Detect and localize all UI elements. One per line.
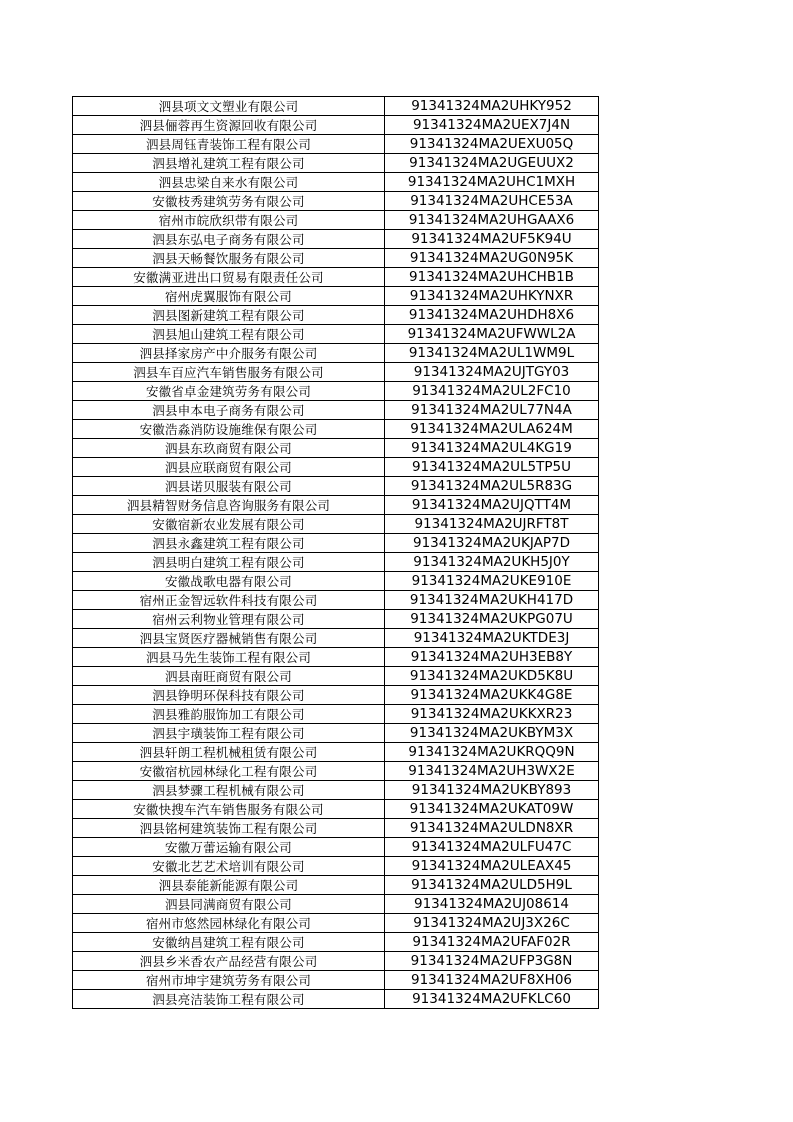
table-row: [73, 990, 599, 1009]
company-name-cell: 泗县申本电子商务有限公司: [73, 401, 385, 420]
credit-code-cell: 91341324MA2UKAT09W: [385, 800, 599, 819]
table-row: [73, 895, 599, 914]
credit-code-cell: 91341324MA2ULA624M: [385, 420, 599, 439]
company-name-cell: 泗县明白建筑工程有限公司: [73, 553, 385, 572]
credit-code-cell: 91341324MA2UKH5J0Y: [385, 553, 599, 572]
company-name-cell: 宿州市坤宇建筑劳务有限公司: [73, 971, 385, 990]
table-row: [73, 420, 599, 439]
table-row: [73, 268, 599, 287]
table-row: [73, 952, 599, 971]
table-row: [73, 192, 599, 211]
credit-code-cell: 91341324MA2UL4KG19: [385, 439, 599, 458]
company-name-cell: 宿州虎翼服饰有限公司: [73, 287, 385, 306]
company-name-cell: 泗县泰能新能源有限公司: [73, 876, 385, 895]
company-name-cell: 泗县车百应汽车销售服务有限公司: [73, 363, 385, 382]
credit-code-cell: 91341324MA2UHDH8X6: [385, 306, 599, 325]
credit-code-cell: 91341324MA2UKKXR23: [385, 705, 599, 724]
table-row: [73, 838, 599, 857]
company-name-cell: 安徽满亚进出口贸易有限责任公司: [73, 268, 385, 287]
credit-code-cell: 91341324MA2UHGAAX6: [385, 211, 599, 230]
table-row: [73, 363, 599, 382]
table-row: [73, 933, 599, 952]
company-name-cell: 宿州市悠然园林绿化有限公司: [73, 914, 385, 933]
credit-code-cell: 91341324MA2UL5R83G: [385, 477, 599, 496]
company-name-cell: 安徽战歌电器有限公司: [73, 572, 385, 591]
table-row: [73, 344, 599, 363]
table-row: [73, 591, 599, 610]
company-name-cell: 泗县亮洁装饰工程有限公司: [73, 990, 385, 1009]
table-row: [73, 857, 599, 876]
company-name-cell: 泗县项文文塑业有限公司: [73, 97, 385, 116]
credit-code-cell: 91341324MA2UEX7J4N: [385, 116, 599, 135]
credit-code-cell: 91341324MA2UKPG07U: [385, 610, 599, 629]
credit-code-cell: 91341324MA2UG0N95K: [385, 249, 599, 268]
table-row: [73, 135, 599, 154]
company-name-cell: 安徽万蕾运输有限公司: [73, 838, 385, 857]
table-row: [73, 705, 599, 724]
table-row: [73, 97, 599, 116]
credit-code-cell: 91341324MA2UJQTT4M: [385, 496, 599, 515]
company-name-cell: 安徽宿新农业发展有限公司: [73, 515, 385, 534]
credit-code-cell: 91341324MA2UHKYNXR: [385, 287, 599, 306]
table-row: [73, 325, 599, 344]
table-row: [73, 971, 599, 990]
company-name-cell: 泗县精智财务信息咨询服务有限公司: [73, 496, 385, 515]
credit-code-cell: 91341324MA2UKTDE3J: [385, 629, 599, 648]
table-row: [73, 876, 599, 895]
table-row: [73, 249, 599, 268]
credit-code-cell: 91341324MA2UFP3G8N: [385, 952, 599, 971]
company-name-cell: 安徽纳昌建筑工程有限公司: [73, 933, 385, 952]
credit-code-cell: 91341324MA2UL2FC10: [385, 382, 599, 401]
credit-code-cell: 91341324MA2UKJAP7D: [385, 534, 599, 553]
table-row: [73, 914, 599, 933]
credit-code-cell: 91341324MA2UF8XH06: [385, 971, 599, 990]
credit-code-cell: 91341324MA2UKE910E: [385, 572, 599, 591]
company-name-cell: 泗县轩朗工程机械租赁有限公司: [73, 743, 385, 762]
company-name-cell: 安徽枝秀建筑劳务有限公司: [73, 192, 385, 211]
credit-code-cell: 91341324MA2UL5TP5U: [385, 458, 599, 477]
table-row: [73, 686, 599, 705]
table-row: [73, 458, 599, 477]
company-name-cell: 泗县雅韵服饰加工有限公司: [73, 705, 385, 724]
table-row: [73, 743, 599, 762]
table-row: [73, 572, 599, 591]
table-row: [73, 439, 599, 458]
company-name-cell: 安徽快搜车汽车销售服务有限公司: [73, 800, 385, 819]
company-name-cell: 泗县东弘电子商务有限公司: [73, 230, 385, 249]
company-name-cell: 泗县铮明环保科技有限公司: [73, 686, 385, 705]
table-row: [73, 230, 599, 249]
credit-code-cell: 91341324MA2ULEAX45: [385, 857, 599, 876]
company-name-cell: 泗县铭柯建筑装饰工程有限公司: [73, 819, 385, 838]
company-name-cell: 宿州市皖欣织带有限公司: [73, 211, 385, 230]
company-name-cell: 泗县梦骤工程机械有限公司: [73, 781, 385, 800]
table-row: [73, 173, 599, 192]
credit-code-cell: 91341324MA2UL1WM9L: [385, 344, 599, 363]
table-row: [73, 553, 599, 572]
credit-code-cell: 91341324MA2UEXU05Q: [385, 135, 599, 154]
credit-code-cell: 91341324MA2UJTGY03: [385, 363, 599, 382]
table-row: [73, 667, 599, 686]
company-name-cell: 泗县诺贝服装有限公司: [73, 477, 385, 496]
credit-code-cell: 91341324MA2UHCHB1B: [385, 268, 599, 287]
credit-code-cell: 91341324MA2UFKLC60: [385, 990, 599, 1009]
table-row: [73, 629, 599, 648]
company-name-cell: 安徽北艺艺术培训有限公司: [73, 857, 385, 876]
company-name-cell: 安徽宿杭园林绿化工程有限公司: [73, 762, 385, 781]
company-name-cell: 泗县乡米香农产品经营有限公司: [73, 952, 385, 971]
credit-code-cell: 91341324MA2UKH417D: [385, 591, 599, 610]
credit-code-cell: 91341324MA2UL77N4A: [385, 401, 599, 420]
table-row: [73, 211, 599, 230]
table-row: [73, 154, 599, 173]
company-name-cell: 泗县南旺商贸有限公司: [73, 667, 385, 686]
table-row: [73, 382, 599, 401]
table-row: [73, 724, 599, 743]
company-name-cell: 泗县应联商贸有限公司: [73, 458, 385, 477]
company-name-cell: 泗县图新建筑工程有限公司: [73, 306, 385, 325]
credit-code-cell: 91341324MA2UGEUUX2: [385, 154, 599, 173]
company-registry-table: [72, 96, 599, 1009]
credit-code-cell: 91341324MA2UKK4G8E: [385, 686, 599, 705]
company-name-cell: 泗县增礼建筑工程有限公司: [73, 154, 385, 173]
company-name-cell: 安徽浩淼消防设施维保有限公司: [73, 420, 385, 439]
table-row: [73, 781, 599, 800]
table-row: [73, 648, 599, 667]
table-row: [73, 800, 599, 819]
credit-code-cell: 91341324MA2UKRQQ9N: [385, 743, 599, 762]
credit-code-cell: 91341324MA2UHCE53A: [385, 192, 599, 211]
company-name-cell: 泗县旭山建筑工程有限公司: [73, 325, 385, 344]
table-row: [73, 819, 599, 838]
table-row: [73, 762, 599, 781]
table-row: [73, 306, 599, 325]
credit-code-cell: 91341324MA2ULD5H9L: [385, 876, 599, 895]
credit-code-cell: 91341324MA2UJRFT8T: [385, 515, 599, 534]
company-name-cell: 泗县俪蓉再生资源回收有限公司: [73, 116, 385, 135]
table-row: [73, 515, 599, 534]
credit-code-cell: 91341324MA2UKBY893: [385, 781, 599, 800]
credit-code-cell: 91341324MA2UKD5K8U: [385, 667, 599, 686]
credit-code-cell: 91341324MA2UF5K94U: [385, 230, 599, 249]
company-name-cell: 泗县宝贤医疗器械销售有限公司: [73, 629, 385, 648]
company-name-cell: 泗县同满商贸有限公司: [73, 895, 385, 914]
table-row: [73, 496, 599, 515]
credit-code-cell: 91341324MA2ULFU47C: [385, 838, 599, 857]
table-row: [73, 610, 599, 629]
credit-code-cell: 91341324MA2UHKY952: [385, 97, 599, 116]
credit-code-cell: 91341324MA2UJ08614: [385, 895, 599, 914]
company-name-cell: 泗县马先生装饰工程有限公司: [73, 648, 385, 667]
company-name-cell: 泗县忠梁自来水有限公司: [73, 173, 385, 192]
table-row: [73, 534, 599, 553]
company-name-cell: 泗县周钰青装饰工程有限公司: [73, 135, 385, 154]
company-name-cell: 安徽省卓金建筑劳务有限公司: [73, 382, 385, 401]
credit-code-cell: 91341324MA2ULDN8XR: [385, 819, 599, 838]
company-name-cell: 泗县永鑫建筑工程有限公司: [73, 534, 385, 553]
credit-code-cell: 91341324MA2UFWWL2A: [385, 325, 599, 344]
credit-code-cell: 91341324MA2UH3EB8Y: [385, 648, 599, 667]
table-row: [73, 477, 599, 496]
credit-code-cell: 91341324MA2UKBYM3X: [385, 724, 599, 743]
company-name-cell: 泗县天畅餐饮服务有限公司: [73, 249, 385, 268]
table-row: [73, 401, 599, 420]
credit-code-cell: 91341324MA2UH3WX2E: [385, 762, 599, 781]
credit-code-cell: 91341324MA2UJ3X26C: [385, 914, 599, 933]
table-row: [73, 116, 599, 135]
company-name-cell: 泗县择家房产中介服务有限公司: [73, 344, 385, 363]
company-registry-rows: [73, 97, 599, 1009]
company-name-cell: 泗县宇璜装饰工程有限公司: [73, 724, 385, 743]
table-row: [73, 287, 599, 306]
company-name-cell: 泗县东玖商贸有限公司: [73, 439, 385, 458]
company-name-cell: 宿州正金智远软件科技有限公司: [73, 591, 385, 610]
company-name-cell: 宿州云利物业管理有限公司: [73, 610, 385, 629]
credit-code-cell: 91341324MA2UHC1MXH: [385, 173, 599, 192]
credit-code-cell: 91341324MA2UFAF02R: [385, 933, 599, 952]
